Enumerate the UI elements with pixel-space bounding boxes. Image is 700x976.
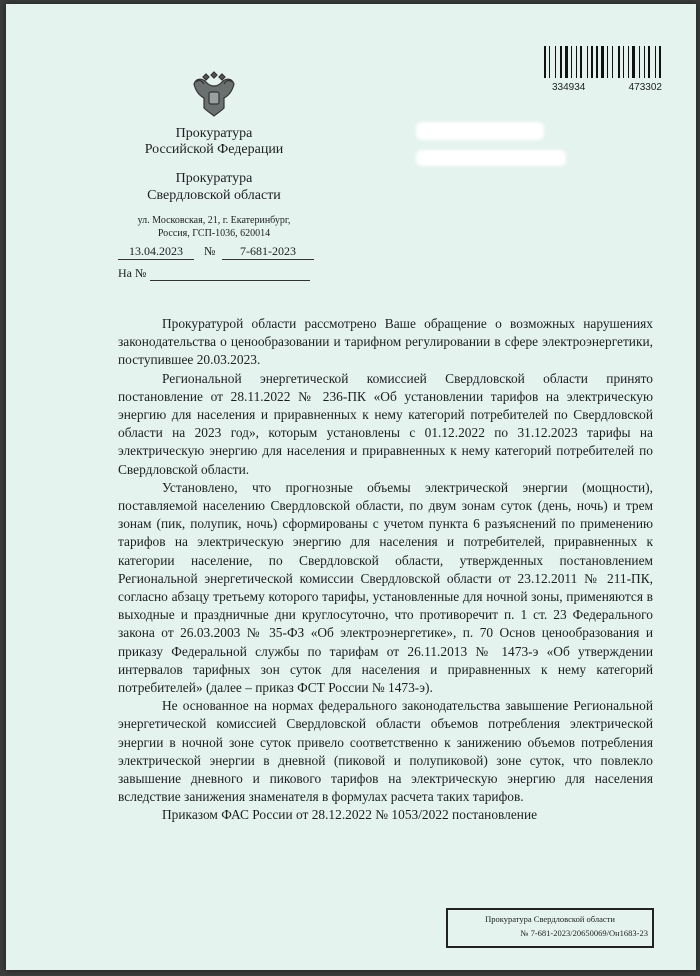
barcode-bar — [625, 46, 627, 78]
barcode-bar — [636, 46, 638, 78]
org-line-2: Российской Федерации — [144, 142, 284, 157]
paragraph-5: Приказом ФАС России от 28.12.2022 № 1053/2022 постановление — [162, 807, 538, 823]
barcode-bar — [657, 46, 658, 78]
barcode-bar — [569, 46, 570, 78]
barcode-bar — [632, 46, 635, 78]
barcode-bar — [563, 46, 564, 78]
reply-label: На № — [118, 266, 147, 280]
double-headed-eagle-emblem-icon — [186, 64, 242, 120]
barcode-bar — [555, 46, 556, 78]
barcode-bar — [549, 46, 550, 78]
paragraph-4: Не основанное на нормах федерального законодательства завышение Региональной энергетической комиссией Свердловской области объемов потребления электрической энергии в ночной зоне суток привело соответственно к занижению объемов потребления электрической энергии в дневной (пиковой и полупиковой) зоне суток, что повлекло завышение дневного и пикового тарифов на электрическую энергию для населения вследствие занижения знаменателя в формулах расчета таких тарифов. — [118, 698, 653, 805]
address-line-2: Россия, ГСП-1036, 620014 — [157, 228, 271, 239]
org-address — [114, 214, 314, 240]
barcode-bar — [605, 46, 606, 78]
letter-body — [118, 315, 653, 825]
barcode-bar — [621, 46, 622, 78]
barcode-bar — [560, 46, 562, 78]
registration-number: 7-681-2023 — [222, 244, 314, 260]
barcode-bar — [646, 46, 647, 78]
barcode-numbers — [552, 82, 662, 93]
barcode-bar — [544, 46, 546, 78]
barcode-bar — [618, 46, 620, 78]
barcode-bar — [576, 46, 577, 78]
barcode-bar — [659, 46, 661, 78]
barcode-bar — [651, 46, 654, 78]
barcode-bar — [641, 46, 643, 78]
barcode-bar — [580, 46, 582, 78]
registration-date: 13.04.2023 — [118, 244, 194, 260]
paragraph-2: Региональной энергетической комиссией Свердловской области принято постановление от 28.11.2022 № 236-ПК «Об установлении тарифов на электрическую энергию для населения и приравненных к нему категорий потребителей по Свердловской области на 2023 год», которым установлены с 01.12.2022 по 31.12.2023 тарифы на электрическую энергию для населения и приравненных к нему категорий потребителей по Свердловской области. — [118, 370, 653, 477]
barcode-bar — [623, 46, 624, 78]
barcode-bar — [599, 46, 600, 78]
barcode-bar — [644, 46, 645, 78]
barcode-bar — [551, 46, 554, 78]
barcode-bar — [612, 46, 613, 78]
letterhead — [114, 64, 314, 240]
barcode-bar — [648, 46, 650, 78]
barcode-bar — [630, 46, 631, 78]
org-line-1: Прокуратура — [175, 126, 253, 141]
org-line-4: Свердловской области — [147, 188, 281, 203]
org-name-prosecutor-rf — [114, 126, 314, 158]
redacted-addressee-line-1 — [416, 122, 544, 140]
barcode-bar — [547, 46, 548, 78]
barcode-bar — [589, 46, 590, 78]
barcode-bar — [557, 46, 559, 78]
barcode-bar — [565, 46, 568, 78]
barcode-bar — [578, 46, 579, 78]
org-name-prosecutor-region — [114, 170, 314, 204]
barcode-bar — [609, 46, 611, 78]
reply-to-line — [118, 266, 310, 281]
barcode-bar — [573, 46, 575, 78]
barcode-bar — [591, 46, 593, 78]
barcode-bar — [607, 46, 608, 78]
barcode-bar — [594, 46, 595, 78]
barcode-bar — [571, 46, 572, 78]
barcode-bar — [587, 46, 588, 78]
barcode-bar — [655, 46, 656, 78]
registration-stamp — [446, 908, 654, 948]
barcode-right-number: 473302 — [628, 82, 662, 93]
barcode-bar — [596, 46, 598, 78]
paragraph-3: Установлено, что прогнозные объемы электрической энергии (мощности), поставляемой населению Свердловской области, по двум зонам суток (день, ночь) и трем зонам (пик, полупик, ночь) сформированы с учетом пункта 6 разъяснений по применению тарифов на электрическую энергию для населения и потребителей, приравненных к категории население, по Свердловской области, утвержденных постановлением Региональной энергетической комиссии Свердловской области от 23.12.2011 № 211-ПК, согласно абзацу третьему которого тарифы, установленные для ночной зоны, применяются в выходные и праздничные дни круглосуточно, что противоречит п. 1 ст. 23 Федерального закона от 26.03.2003 № 35-ФЗ «Об электроэнергетике», п. 70 Основ ценообразования и приказу Федеральной службы по тарифам от 26.11.2013 № 1473-э «Об утверждении интервалов тарифных зон суток для населения и приравненных к нему категорий потребителей» (далее – приказ ФСТ России № 1473-э). — [118, 479, 653, 696]
document-page — [6, 4, 696, 970]
org-line-3: Прокуратура — [175, 171, 253, 186]
barcode — [544, 46, 664, 80]
barcode-bar — [639, 46, 640, 78]
barcode-bar — [614, 46, 617, 78]
stamp-line-2: № 7-681-2023/20650069/Он1683-23 — [520, 928, 648, 938]
address-line-1: ул. Московская, 21, г. Екатеринбург, — [137, 215, 291, 226]
number-sign: № — [204, 244, 216, 258]
barcode-bar — [601, 46, 604, 78]
reply-blank — [150, 268, 310, 281]
paragraph-1: Прокуратурой области рассмотрено Ваше обращение о возможных нарушениях законодательства о ценообразовании и тарифном регулировании в сфере электроэнергетики, поступившее 20.03.2023. — [118, 316, 653, 368]
barcode-bar — [628, 46, 629, 78]
barcode-left-number: 334934 — [552, 82, 586, 93]
redacted-addressee-line-2 — [416, 150, 566, 166]
barcode-bar — [583, 46, 586, 78]
stamp-line-1: Прокуратура Свердловской области — [485, 914, 615, 924]
